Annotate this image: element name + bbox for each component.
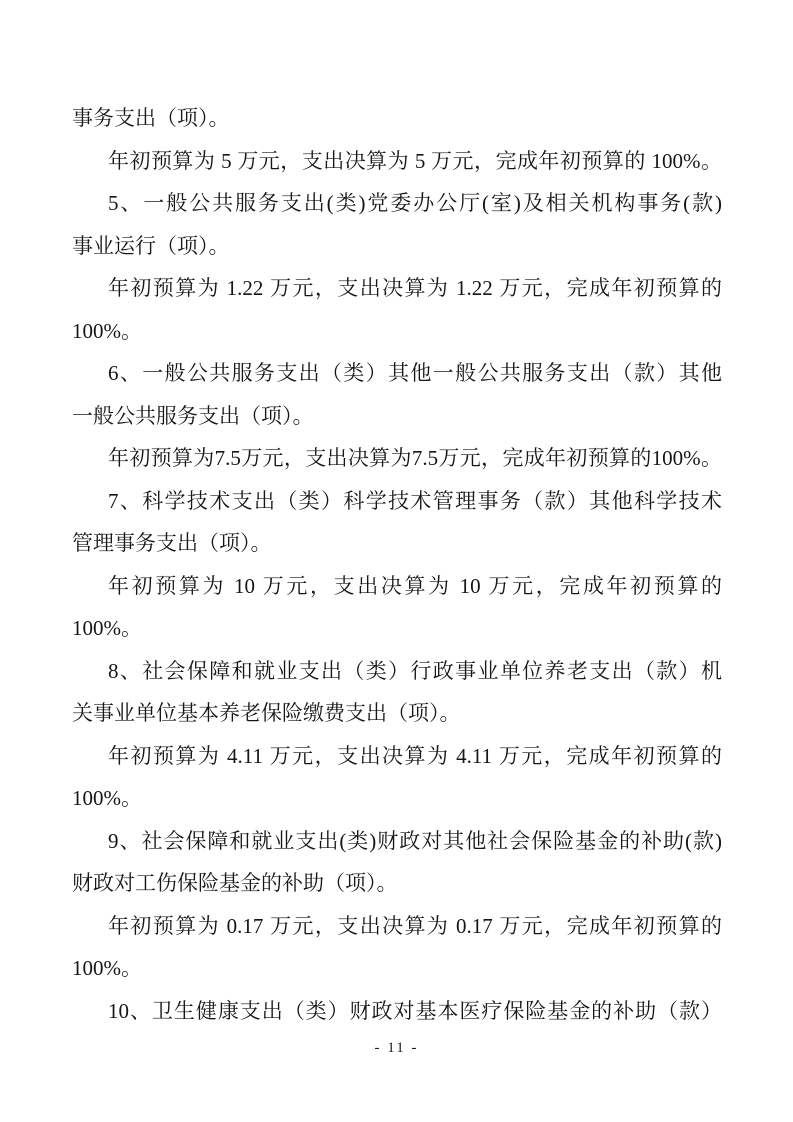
text-line-7: 6、一般公共服务支出（类）其他一般公共服务支出（款）其他 — [108, 361, 722, 385]
text-line-2: 年初预算为 5 万元，支出决算为 5 万元，完成年初预算的 100%。 — [108, 148, 722, 173]
text-line-14: 8、社会保障和就业支出（类）行政事业单位养老支出（款）机 — [108, 658, 722, 683]
text-line-17: 100%。 — [72, 786, 142, 810]
text-line-3: 5、一般公共服务支出(类)党委办公厅(室)及相关机构事务(款) — [108, 191, 722, 215]
text-line-10: 7、科学技术支出（类）科学技术管理事务（款）其他科学技术 — [108, 488, 722, 513]
text-line-9: 年初预算为7.5万元，支出决算为7.5万元，完成年初预算的100%。 — [108, 446, 722, 470]
text-line-5: 年初预算为 1.22 万元，支出决算为 1.22 万元，完成年初预算的 — [108, 276, 722, 300]
text-line-20: 年初预算为 0.17 万元，支出决算为 0.17 万元，完成年初预算的 — [108, 913, 722, 938]
text-line-13: 100%。 — [72, 616, 142, 640]
text-line-21: 100%。 — [72, 956, 142, 980]
text-line-1: 事务支出（项）。 — [72, 106, 230, 130]
text-line-8: 一般公共服务支出（项）。 — [72, 403, 314, 428]
text-line-22: 10、卫生健康支出（类）财政对基本医疗保险基金的补助（款） — [108, 998, 722, 1023]
text-line-4: 事业运行（项）。 — [72, 233, 230, 258]
text-line-12: 年初预算为 10 万元，支出决算为 10 万元，完成年初预算的 — [108, 573, 722, 598]
text-line-11: 管理事务支出（项）。 — [72, 531, 272, 555]
page-number: - 11 - — [374, 1040, 419, 1056]
text-line-19: 财政对工伤保险基金的补助（项）。 — [72, 871, 398, 895]
text-line-18: 9、社会保障和就业支出(类)财政对其他社会保险基金的补助(款) — [108, 828, 722, 853]
text-line-16: 年初预算为 4.11 万元，支出决算为 4.11 万元，完成年初预算的 — [108, 743, 722, 768]
text-line-6: 100%。 — [72, 318, 142, 343]
text-line-15: 关事业单位基本养老保险缴费支出（项）。 — [72, 701, 461, 725]
text-lines — [72, 97, 722, 1032]
